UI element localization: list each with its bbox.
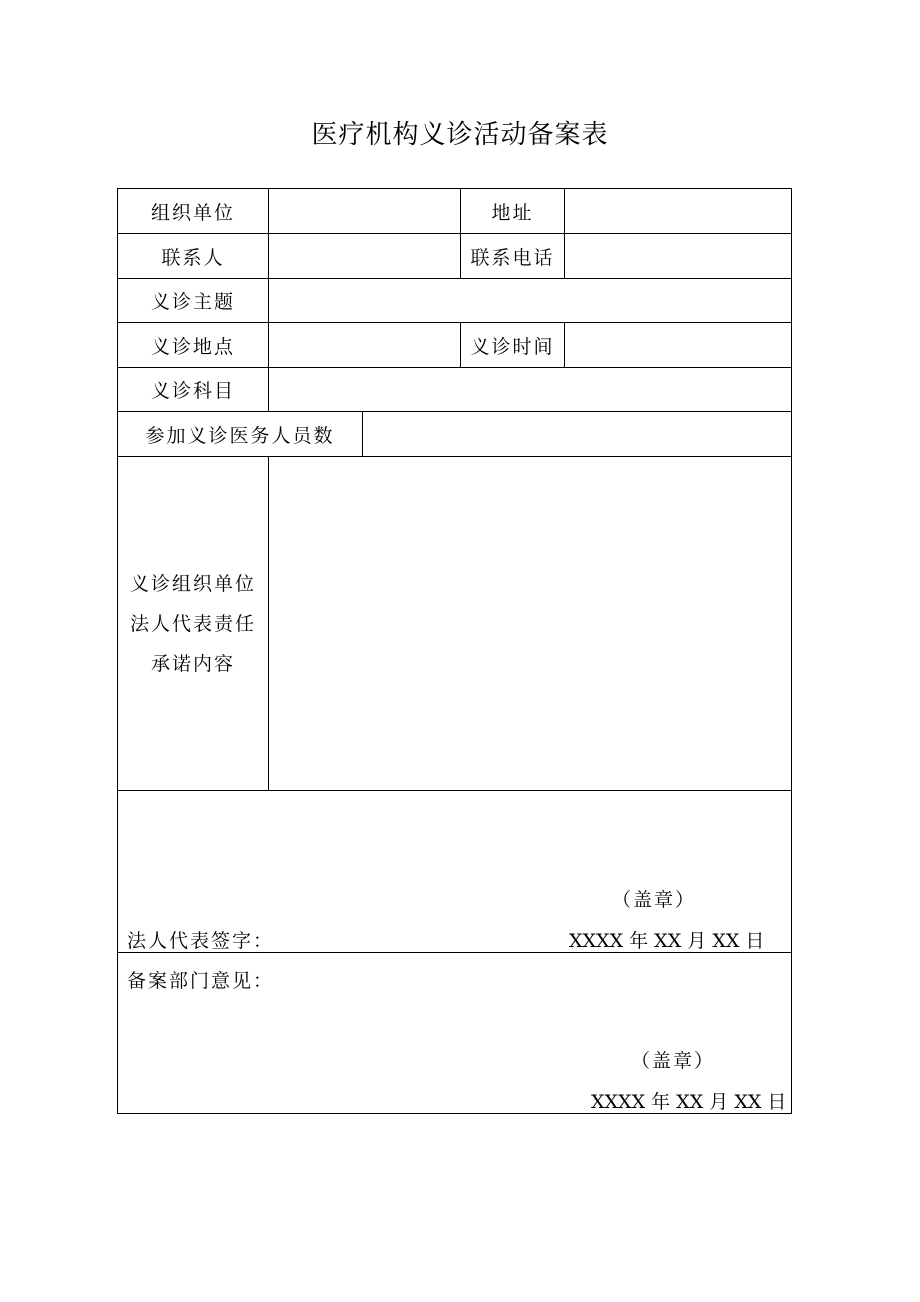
- departments-field[interactable]: [269, 368, 791, 411]
- time-label: 义诊时间: [470, 335, 555, 358]
- commitment-label: [118, 457, 268, 790]
- departments-label: 义诊科目: [150, 380, 235, 402]
- filing-seal-text: （盖章）: [631, 1050, 716, 1072]
- location-label: 义诊地点: [150, 335, 235, 358]
- staff-count-field[interactable]: [363, 412, 791, 456]
- time-field[interactable]: [565, 323, 791, 367]
- contact-phone-field[interactable]: [565, 234, 791, 278]
- address-label: 地址: [491, 201, 534, 224]
- form-title: 医疗机构义诊活动备案表: [311, 120, 609, 150]
- location-field[interactable]: [269, 323, 460, 367]
- theme-field[interactable]: [269, 279, 791, 322]
- filing-date: XXXX 年 XX 月 XX 日: [591, 1091, 787, 1113]
- row-divider: [117, 790, 792, 791]
- contact-person-field[interactable]: [269, 234, 460, 278]
- commitment-label-line: 承诺内容: [150, 652, 235, 675]
- staff-count-label: 参加义诊医务人员数: [145, 424, 335, 447]
- table-border-right: [791, 188, 792, 1114]
- contact-person-label: 联系人: [161, 246, 225, 269]
- commitment-content-field[interactable]: [269, 457, 791, 790]
- filing-opinion-label: 备案部门意见：: [127, 970, 275, 992]
- org-unit-label: 组织单位: [150, 201, 235, 224]
- address-field[interactable]: [565, 189, 791, 233]
- org-unit-field[interactable]: [269, 189, 460, 233]
- commitment-label-line: 义诊组织单位: [129, 572, 256, 595]
- contact-phone-label: 联系电话: [470, 246, 555, 269]
- signature-label: 法人代表签字：: [127, 930, 275, 952]
- signature-date: XXXX 年 XX 月 XX 日: [569, 930, 765, 952]
- theme-label: 义诊主题: [150, 291, 235, 313]
- signature-seal-text: （盖章）: [612, 889, 697, 911]
- commitment-label-line: 法人代表责任: [129, 612, 256, 635]
